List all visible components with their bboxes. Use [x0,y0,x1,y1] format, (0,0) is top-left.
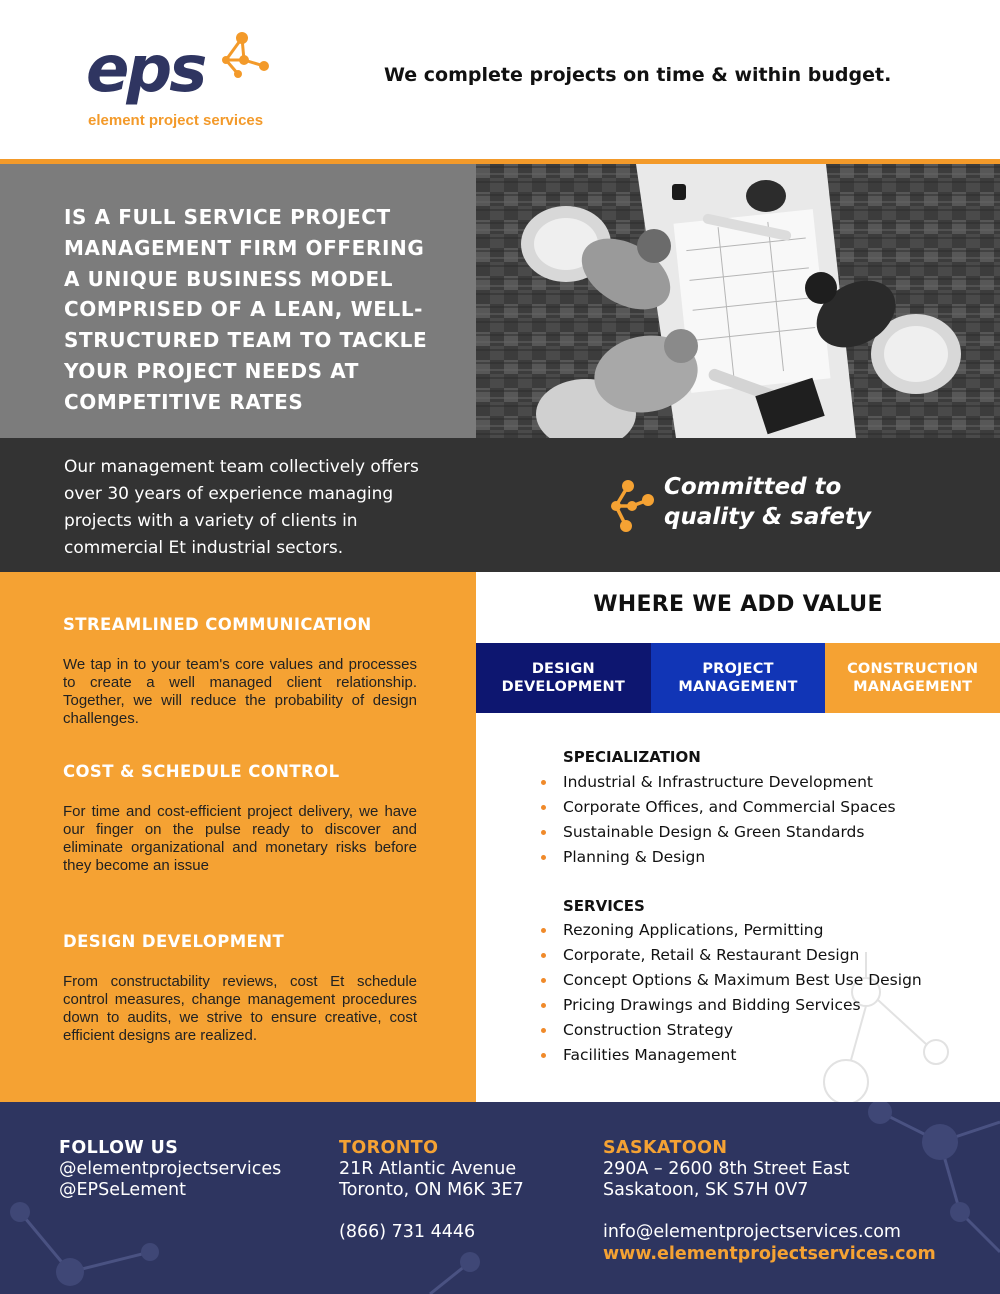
tab-construction-management: CONSTRUCTION MANAGEMENT [825,643,1000,713]
tab-design-development: DESIGN DEVELOPMENT [476,643,651,713]
bullet [541,1053,546,1058]
meeting-photo [476,164,1000,438]
specialization-list [536,770,896,870]
toronto-heading: TORONTO [339,1138,439,1158]
intro-block [0,164,476,438]
molecule-icon [212,30,276,82]
list-item-label: Industrial & Infrastructure Development [563,773,873,791]
intro-statement: IS A FULL SERVICE PROJECT MANAGEMENT FIRM OFFERING A UNIQUE BUSINESS MODEL COMPRISED OF A LEAN, WELL- STRUCTURED TEAM TO TACKLE YOUR PROJECT NEEDS AT COMPETITIVE RATES [64,205,428,414]
section-body: From constructability reviews, cost Et schedule control measures, change management procedures down to audits, we strive to ensure creative, cost efficient designs are realized. [63,973,417,1044]
value-heading: WHERE WE ADD VALUE [593,592,883,617]
follow-heading: FOLLOW US [59,1138,179,1158]
commitment-text: Committed to quality & safety [664,474,871,530]
list-item [536,795,896,820]
list-item [536,968,922,993]
benefits-column [0,572,476,1102]
list-item-label: Sustainable Design & Green Standards [563,823,865,841]
specialization-heading: SPECIALIZATION [563,748,701,766]
bullet [541,928,546,933]
spacer [339,1201,524,1222]
website-link[interactable]: www.elementprojectservices.com [603,1244,936,1264]
list-item-label: Rezoning Applications, Permitting [563,921,824,939]
meeting-photo-illustration [476,164,1000,438]
spacer [603,1201,936,1222]
list-item [536,943,922,968]
bullet [541,953,546,958]
bullet [541,1028,546,1033]
list-item-label: Pricing Drawings and Bidding Services [563,996,861,1014]
tab-project-management: PROJECT MANAGEMENT [651,643,826,713]
logo-wordmark: eps [86,33,205,107]
list-item [536,845,896,870]
section-title: STREAMLINED COMMUNICATION [63,615,372,634]
commitment-callout [606,472,986,542]
header [0,0,1000,160]
address-line: Toronto, ON M6K 3E7 [339,1180,524,1200]
bullet [541,830,546,835]
phone-number[interactable]: (866) 731 4446 [339,1222,476,1242]
email-link[interactable]: info@elementprojectservices.com [603,1222,901,1242]
list-item [536,770,896,795]
social-handle[interactable]: @EPSeLement [59,1180,186,1200]
experience-text: Our management team collectively offers over 30 years of experience managing projects with a variety of clients in commercial Et industrial sectors. [64,457,419,558]
services-heading: SERVICES [563,897,645,915]
saskatoon-column [603,1138,936,1265]
bullet [541,978,546,983]
list-item [536,1043,922,1068]
list-item [536,820,896,845]
bullet [541,855,546,860]
eps-logo [86,30,286,140]
section-body: For time and cost-efficient project delivery, we have our finger on the pulse ready to discover and eliminate organizational and monetary risks before they become an issue [63,803,417,874]
list-item [536,1018,922,1043]
list-item-label: Corporate Offices, and Commercial Spaces [563,798,896,816]
experience-band [0,438,1000,572]
value-column [476,572,1000,1102]
molecule-icon [606,476,656,536]
address-line: Saskatoon, SK S7H 0V7 [603,1180,809,1200]
list-item-label: Planning & Design [563,848,706,866]
list-item-label: Facilities Management [563,1046,737,1064]
bullet [541,805,546,810]
services-list [536,918,922,1068]
list-item [536,993,922,1018]
list-item [536,918,922,943]
section-title: DESIGN DEVELOPMENT [63,932,285,951]
list-item-label: Construction Strategy [563,1021,734,1039]
tagline: We complete projects on time & within budget. [384,64,892,86]
address-line: 290A – 2600 8th Street East [603,1159,850,1179]
social-handle[interactable]: @elementprojectservices [59,1159,282,1179]
value-tabs [476,643,1000,713]
logo-subtitle: element project services [88,112,264,129]
follow-column [59,1138,281,1201]
bullet [541,1003,546,1008]
footer [0,1102,1000,1294]
saskatoon-heading: SASKATOON [603,1138,728,1158]
bullet [541,780,546,785]
section-title: COST & SCHEDULE CONTROL [63,762,340,781]
toronto-column [339,1138,524,1243]
list-item-label: Concept Options & Maximum Best Use Design [563,971,922,989]
address-line: 21R Atlantic Avenue [339,1159,517,1179]
section-body: We tap in to your team's core values and processes to create a well managed client relationship. Together, we will reduce the probability of design challenges. [63,656,417,727]
list-item-label: Corporate, Retail & Restaurant Design [563,946,860,964]
